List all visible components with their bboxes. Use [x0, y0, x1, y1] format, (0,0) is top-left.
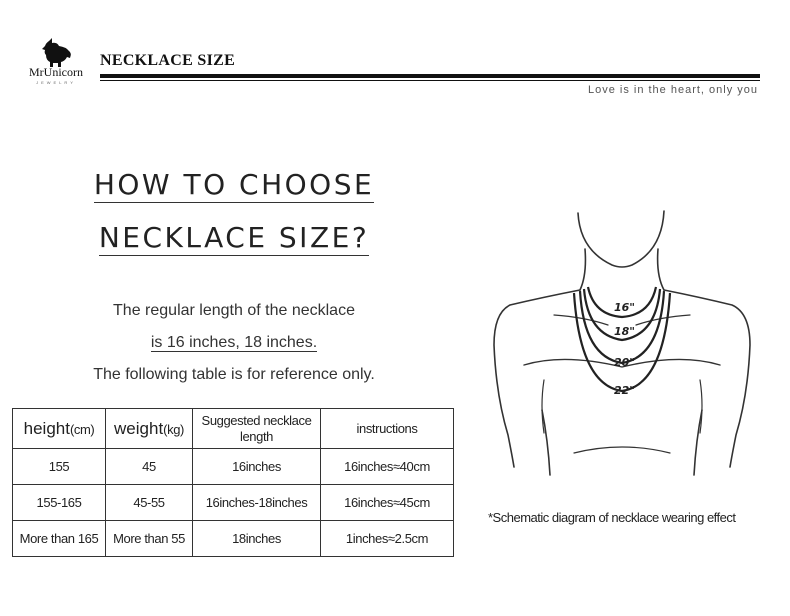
table-row [13, 449, 454, 485]
necklace-diagram [484, 205, 759, 495]
heading-line-2 [88, 221, 380, 254]
table-header-row [13, 409, 454, 449]
intro-line-2-text: is 16 inches, 18 inches. [150, 334, 318, 351]
page-title: NECKLACE SIZE [100, 52, 236, 69]
cell-instructions: 16inches≈40cm [321, 449, 454, 485]
cell-weight: 45-55 [106, 485, 193, 521]
heading-line-2-text: NECKLACE SIZE? [98, 221, 370, 254]
brand-name: MrUnicorn [29, 65, 83, 79]
header-height [13, 409, 106, 449]
cell-weight: More than 55 [106, 521, 193, 557]
cell-instructions: 1inches≈2.5cm [321, 521, 454, 557]
heading-line-1 [88, 168, 380, 201]
intro-line-2 [40, 334, 428, 352]
chain-label-20: 20" [614, 356, 636, 369]
tagline: Love is in the heart, only you [587, 84, 758, 96]
diagram-caption: *Schematic diagram of necklace wearing effect [488, 510, 736, 525]
cell-weight: 45 [106, 449, 193, 485]
header-height-unit: (cm) [69, 421, 95, 437]
cell-instructions: 16inches≈45cm [321, 485, 454, 521]
header-instructions: instructions [321, 409, 454, 449]
cell-length: 16inches-18inches [193, 485, 321, 521]
header-height-label: height [23, 418, 70, 438]
cell-length: 18inches [193, 521, 321, 557]
heading-line-1-text: HOW TO CHOOSE [93, 168, 375, 201]
intro-line-3: The following table is for reference only. [93, 366, 375, 383]
chain-label-18: 18" [614, 325, 636, 338]
header-weight-unit: (kg) [163, 421, 184, 437]
cell-height: More than 165 [13, 521, 106, 557]
table-row [13, 521, 454, 557]
size-table [12, 408, 454, 557]
torso-outline [494, 211, 750, 475]
chain-label-16: 16" [614, 301, 636, 314]
chain-label-22: 22" [614, 384, 636, 397]
header-rule-thick [100, 74, 760, 78]
header-length: Suggested necklace length [193, 409, 321, 449]
header-rule-thin [100, 80, 760, 81]
cell-height: 155-165 [13, 485, 106, 521]
cell-length: 16inches [193, 449, 321, 485]
table-row [13, 485, 454, 521]
header-weight [106, 409, 193, 449]
unicorn-icon [39, 38, 73, 68]
header-weight-label: weight [114, 418, 164, 438]
brand-subtitle: JEWELRY [36, 80, 76, 85]
intro-line-1: The regular length of the necklace [113, 302, 355, 319]
brand-logo [18, 38, 94, 88]
cell-height: 155 [13, 449, 106, 485]
